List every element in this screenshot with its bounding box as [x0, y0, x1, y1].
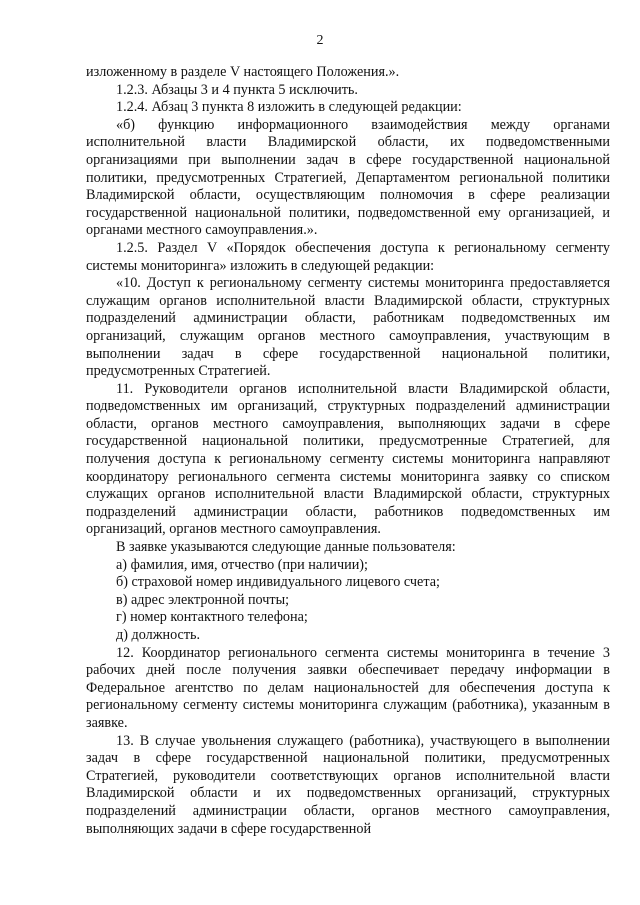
paragraph-9: а) фамилия, имя, отчество (при наличии);	[116, 556, 368, 573]
paragraph-7: 11. Руководители органов исполнительной власти Владимирской области, подведомственных им организаций, структурных подразделений администрации области, органов местного самоуправления, выполняющих задачи в сфере государственной национальной политики, предусмотренные Стратегией, для получения доступа к региональному сегменту системы мониторинга направляют координатору регионального сегмента системы мониторинга заявку со списком служащих органов исполнительной власти Владимирской области, структурных подразделений администрации области, работников подведомственных им организаций, органов местного самоуправления.	[86, 380, 610, 538]
paragraph-8: В заявке указываются следующие данные пользователя:	[116, 539, 456, 556]
paragraph-10: б) страховой номер индивидуального лицевого счета;	[116, 574, 440, 591]
paragraph-11: в) адрес электронной почты;	[116, 591, 290, 608]
paragraph-6: «10. Доступ к региональному сегменту системы мониторинга предоставляется служащим органов исполнительной власти Владимирской области, структурных подразделений администрации области, работникам подведомственных им организаций, служащим органов местного самоуправления, участвующим в выполнении задач в сфере государственной национальной политики, предусмотренных Стратегией.	[86, 275, 610, 380]
paragraph-13: д) должность.	[116, 627, 201, 643]
paragraph-12: г) номер контактного телефона;	[116, 609, 308, 626]
paragraph-2: 1.2.3. Абзацы 3 и 4 пункта 5 исключить.	[116, 81, 358, 98]
document-body	[86, 64, 610, 838]
paragraph-15: 13. В случае увольнения служащего (работника), участвующего в выполнении задач в сфере государственной национальной политики, предусмотренных Стратегией, руководители соответствующих органов исполнительной власти Владимирской области и их подведомственных организаций, структурных подразделений администрации области, органов местного самоуправления, выполняющих задачи в сфере государственной	[86, 732, 610, 837]
paragraph-14: 12. Координатор регионального сегмента системы мониторинга в течение 3 рабочих дней после получения заявки обеспечивает передачу информации в Федеральное агентство по делам национальностей для обеспечения доступа к региональному сегменту системы мониторинга служащим (работника), указанным в заявке.	[86, 644, 610, 731]
paragraph-5: 1.2.5. Раздел V «Порядок обеспечения доступа к региональному сегменту системы мониторинга» изложить в следующей редакции:	[86, 239, 610, 274]
paragraph-4: «б) функцию информационного взаимодействия между органами исполнительной власти Владимирской области, их подведомственными организациями при выполнении задач в сфере государственной национальной политики, предусмотренных Стратегией, Департаментом региональной политики Владимирской области, осуществляющим полномочия в сфере реализации государственной национальной политики, подведомственной ему организацией, и органами местного самоуправления.».	[86, 116, 610, 239]
paragraph-1: изложенному в разделе V настоящего Положения.».	[86, 64, 400, 80]
paragraph-3: 1.2.4. Абзац 3 пункта 8 изложить в следующей редакции:	[116, 99, 462, 116]
page-number: 2	[316, 33, 324, 48]
